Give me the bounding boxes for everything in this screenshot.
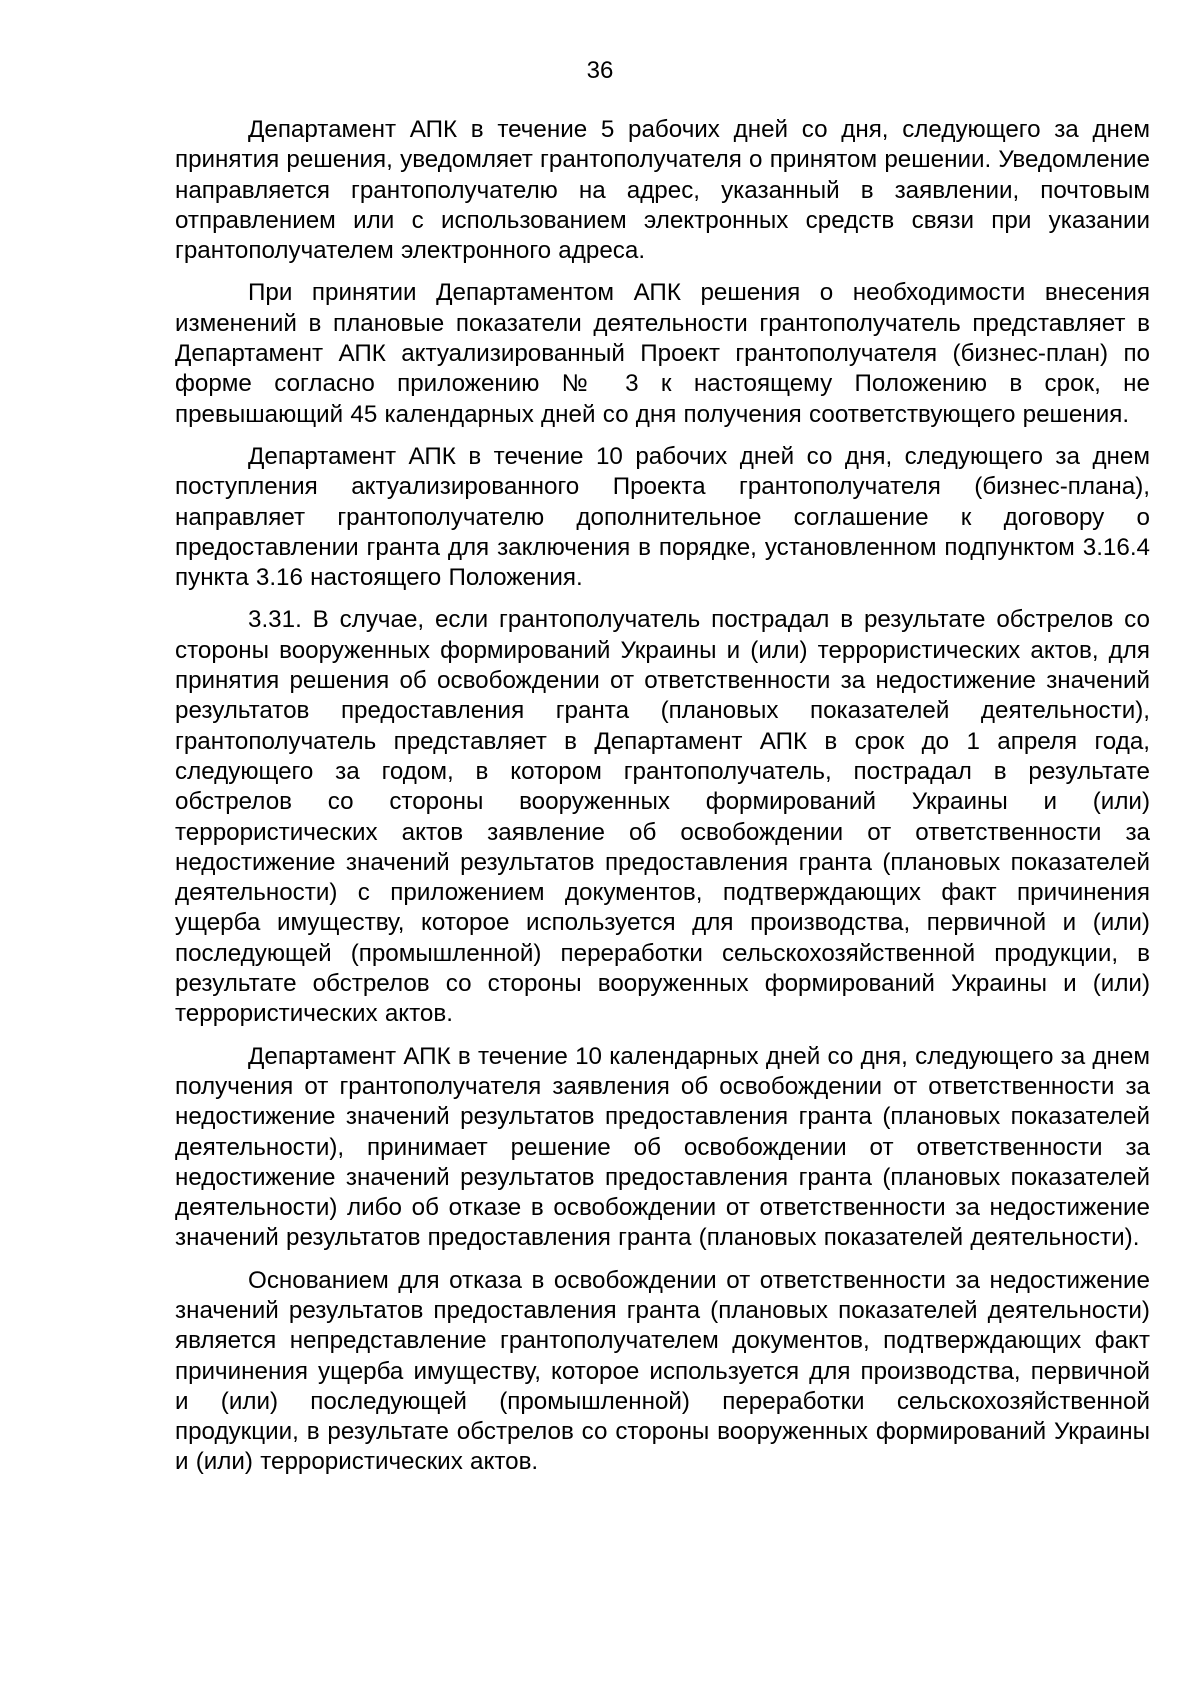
paragraph-refusal-grounds: Основанием для отказа в освобождении от ответственности за недостижение значений результатов предоставления гранта (плановых показателей деятельности) является непредставление грантополучателем документов, подтверждающих факт причинения ущерба имуществу, которое используется для производства, первичной и (или) последующей (промышленной) переработки сельскохозяйственной продукции, в результате обстрелов со стороны вооруженных формирований Украины и (или) террористических актов. bbox=[175, 1266, 1150, 1476]
paragraph-plan-indicators-change: При принятии Департаментом АПК решения о необходимости внесения изменений в плановые показатели деятельности грантополучатель представляет в Департамент АПК актуализированный Проект грантополучателя (бизнес-план) по форме согласно приложению № 3 к настоящему Положению в срок, не превышающий 45 календарных дней со дня получения соответствующего решения. bbox=[175, 279, 1150, 428]
paragraph-notification-of-decision: Департамент АПК в течение 5 рабочих дней со дня, следующего за днем принятия решения, уведомляет грантополучателя о принятом решении. Уведомление направляется грантополучателю на адрес, указанный в заявлении, почтовым отправлением или с использованием электронных средств связи при указании грантополучателем электронного адреса. bbox=[175, 116, 1150, 265]
paragraph-exemption-decision: Департамент АПК в течение 10 календарных дней со дня, следующего за днем получения от грантополучателя заявления об освобождении от ответственности за недостижение значений результатов предоставления гранта (плановых показателей деятельности), принимает решение об освобождении от ответственности за недостижение значений результатов предоставления гранта (плановых показателей деятельности) либо об отказе в освобождении от ответственности за недостижение значений результатов предоставления гранта (плановых показателей деятельности). bbox=[175, 1042, 1150, 1252]
document-body bbox=[175, 115, 1150, 1490]
paragraph-supplementary-agreement: Департамент АПК в течение 10 рабочих дней со дня, следующего за днем поступления актуализированного Проекта грантополучателя (бизнес-плана), направляет грантополучателю дополнительное соглашение к договору о предоставлении гранта для заключения в порядке, установленном подпунктом 3.16.4 пункта 3.16 настоящего Положения. bbox=[175, 442, 1150, 592]
paragraph-clause-3-31: 3.31. В случае, если грантополучатель пострадал в результате обстрелов со стороны вооруженных формирований Украины и (или) террористических актов, для принятия решения об освобождении от ответственности за недостижение значений результатов предоставления гранта (плановых показателей деятельности), грантополучатель представляет в Департамент АПК в срок до 1 апреля года, следующего за годом, в котором грантополучатель, пострадал в результате обстрелов со стороны вооруженных формирований Украины и (или) террористических актов заявление об освобождении от ответственности за недостижение значений результатов предоставления гранта (плановых показателей деятельности) с приложением документов, подтверждающих факт причинения ущерба имуществу, которое используется для производства, первичной и (или) последующей (промышленной) переработки сельскохозяйственной продукции, в результате обстрелов со стороны вооруженных формирований Украины и (или) террористических актов. bbox=[175, 606, 1150, 1028]
page-number: 36 bbox=[586, 57, 614, 84]
